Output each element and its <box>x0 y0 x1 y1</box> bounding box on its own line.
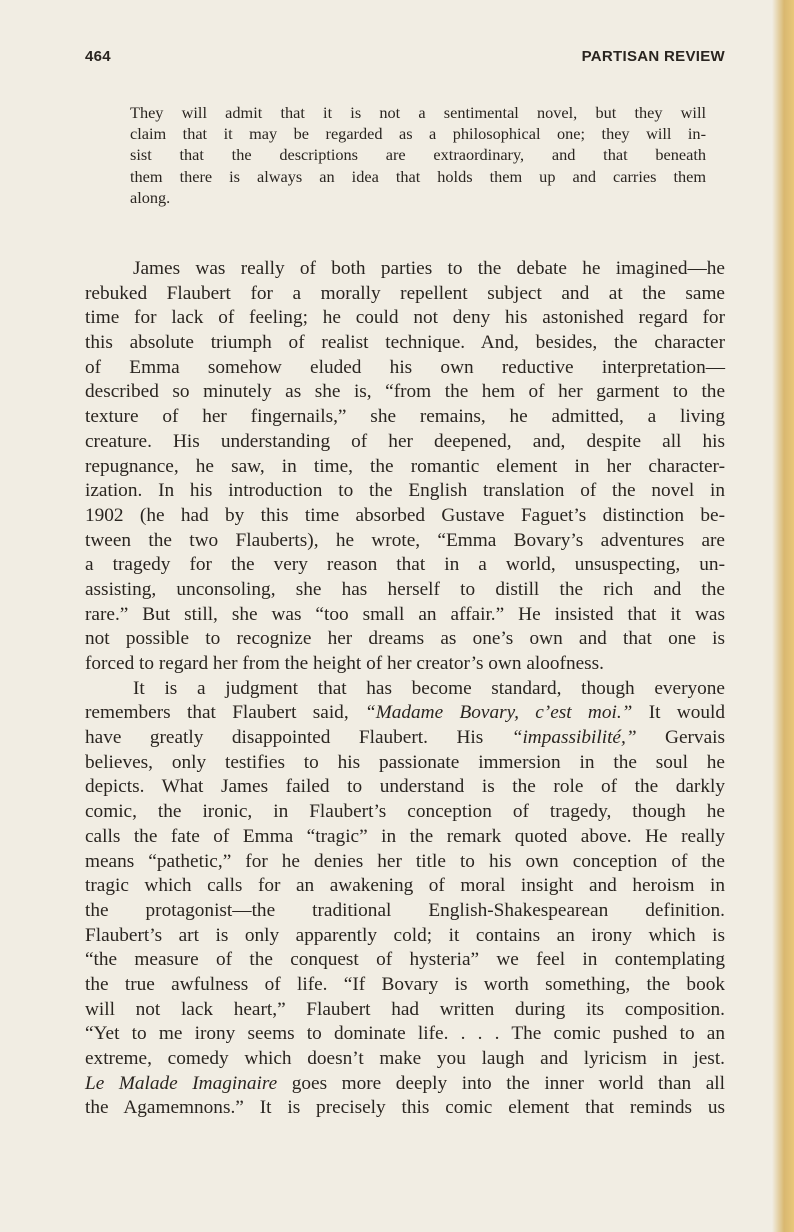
body-line <box>85 701 725 726</box>
body-line: the Agamemnons.” It is precisely this comic element that reminds us <box>85 1097 725 1119</box>
body-line: not possible to recognize her dreams as one’s own and that one is <box>85 628 725 650</box>
page-edge-shadow <box>772 0 794 1232</box>
body-line: this absolute triumph of realist technique. And, besides, the character <box>85 332 725 354</box>
quote-line: claim that it may be regarded as a philosophical one; they will in- <box>130 124 706 144</box>
body-line: the protagonist—the traditional English-Shakespearean definition. <box>85 899 725 921</box>
body-line <box>85 1072 725 1097</box>
quote-line: They will admit that it is not a sentimental novel, but they will <box>130 103 706 122</box>
body-line: ization. In his introduction to the English translation of the novel in <box>85 480 725 502</box>
body-line: “Yet to me irony seems to dominate life. . . . The comic pushed to an <box>85 1023 725 1045</box>
body-text <box>85 257 725 1121</box>
body-line <box>85 726 725 751</box>
text-run: goes more deeply into the inner world than all <box>277 1072 725 1094</box>
body-line: rare.” But still, she was “too small an affair.” He insisted that it was <box>85 603 725 625</box>
body-line: 1902 (he had by this time absorbed Gustave Faguet’s distinction be- <box>85 504 725 526</box>
body-line: tragic which calls for an awakening of moral insight and heroism in <box>85 875 725 897</box>
italic-quote: “Madame Bovary, c’est moi.” <box>364 702 633 724</box>
body-line: extreme, comedy which doesn’t make you laugh and lyricism in jest. <box>85 1048 725 1069</box>
body-line: repugnance, he saw, in time, the romantic element in her character- <box>85 455 725 477</box>
journal-title: PARTISAN REVIEW <box>581 48 725 65</box>
body-line: described so minutely as she is, “from the hem of her garment to the <box>85 381 725 403</box>
body-line: creature. His understanding of her deepened, and, despite all his <box>85 430 725 452</box>
body-line: rebuked Flaubert for a morally repellent subject and at the same <box>85 282 725 304</box>
body-line: the true awfulness of life. “If Bovary is worth something, the book <box>85 973 725 995</box>
body-line: comic, the ironic, in Flaubert’s conception of tragedy, though he <box>85 801 725 823</box>
block-quote <box>130 102 706 208</box>
italic-title: Le Malade Imaginaire <box>85 1072 278 1094</box>
quote-line: along. <box>130 187 171 207</box>
body-line: assisting, unconsoling, she has herself to distill the rich and the <box>85 578 725 600</box>
body-line: calls the fate of Emma “tragic” in the remark quoted above. He really <box>85 825 725 847</box>
body-line: It is a judgment that has become standard, though everyone <box>133 677 725 699</box>
body-line: Flaubert’s art is only apparently cold; it contains an irony which is <box>85 924 725 946</box>
text-run: have greatly disappointed Flaubert. His <box>85 727 512 749</box>
body-line: of Emma somehow eluded his own reductive interpretation— <box>85 356 725 378</box>
body-line: texture of her fingernails,” she remains, he admitted, a living <box>85 406 725 428</box>
quote-line: them there is always an idea that holds them up and carries them <box>130 166 706 186</box>
body-line: depicts. What James failed to understand is the role of the darkly <box>85 776 725 798</box>
quote-line: sist that the descriptions are extraordinary, and that beneath <box>130 145 706 165</box>
page-number: 464 <box>85 48 111 65</box>
body-line: time for lack of feeling; he could not deny his astonished regard for <box>85 307 725 329</box>
text-run: remembers that Flaubert said, <box>85 702 365 724</box>
body-line: tween the two Flauberts), he wrote, “Emma Bovary’s adventures are <box>85 529 725 551</box>
running-head <box>85 48 725 70</box>
body-line: James was really of both parties to the debate he imagined—he <box>133 258 725 279</box>
body-line: will not lack heart,” Flaubert had written during its composition. <box>85 998 725 1020</box>
text-run: Gervais <box>636 727 725 749</box>
body-line: means “pathetic,” for he denies her title to his own conception of the <box>85 850 725 872</box>
text-run: It would <box>632 702 726 724</box>
body-line: a tragedy for the very reason that in a world, unsuspecting, un- <box>85 554 725 576</box>
body-line: forced to regard her from the height of her creator’s own aloofness. <box>85 653 604 674</box>
body-line: believes, only testifies to his passionate immersion in the soul he <box>85 751 725 773</box>
body-line: “the measure of the conquest of hysteria” we feel in contemplating <box>85 949 725 971</box>
italic-quote: “impassibilité,” <box>511 727 637 749</box>
